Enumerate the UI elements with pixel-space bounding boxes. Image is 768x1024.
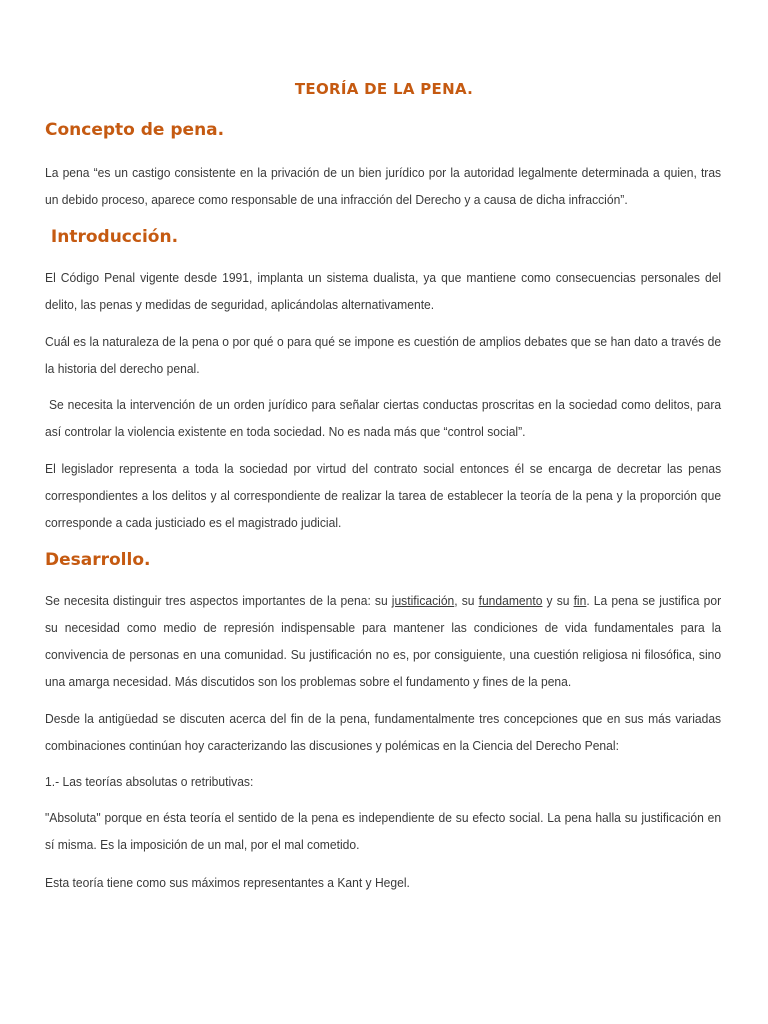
paragraph-intro-1: El Código Penal vigente desde 1991, implanta un sistema dualista, ya que mantiene como consecuencias personales del delito, las penas y medidas de seguridad, aplicándolas alternativamente. bbox=[45, 270, 722, 312]
text-run: , su bbox=[454, 593, 479, 608]
underlined-term-fundamento: fundamento bbox=[478, 593, 543, 608]
paragraph-desarrollo-1 bbox=[45, 587, 721, 695]
underlined-term-fin: fin bbox=[573, 593, 587, 608]
paragraph-concepto: La pena “es un castigo consistente en la privación de un bien jurídico por la autoridad legalmente determinada a quien, tras un debido proceso, aparece como responsable de una infracción del Derecho y a causa de dicha infracción”. bbox=[45, 165, 722, 207]
text-run: . La pena se justifica por su necesidad como medio de represión indispensable para mantener las condiciones de vida fundamentales para la convivencia de personas en una comunidad. Su justificación no es, por consiguiente, una cuestión religiosa ni filosófica, sino una amarga necesidad. Más discutidos son los problemas sobre el fundamento y fines de la pena. bbox=[45, 593, 722, 689]
paragraph-desarrollo-5: Esta teoría tiene como sus máximos representantes a Kant y Hegel. bbox=[45, 875, 410, 890]
heading-concepto: Concepto de pena. bbox=[45, 120, 225, 140]
paragraph-desarrollo-2: Desde la antigüedad se discuten acerca del fin de la pena, fundamentalmente tres concepciones que en sus más variadas combinaciones continúan hoy caracterizando las discusiones y polémicas en la Ciencia del Derecho Penal: bbox=[45, 711, 722, 753]
underlined-term-justificacion: justificación bbox=[391, 593, 455, 608]
document-title: TEORÍA DE LA PENA. bbox=[294, 80, 474, 98]
text-run: y su bbox=[542, 593, 574, 608]
paragraph-intro-2: Cuál es la naturaleza de la pena o por qué o para qué se impone es cuestión de amplios debates que se han dato a través de la historia del derecho penal. bbox=[45, 334, 722, 376]
paragraph-intro-3: Se necesita la intervención de un orden jurídico para señalar ciertas conductas proscritas en la sociedad como delitos, para así controlar la violencia existente en toda sociedad. No es nada más que “control social”. bbox=[45, 397, 725, 439]
heading-desarrollo: Desarrollo. bbox=[45, 550, 151, 570]
paragraph-desarrollo-4: "Absoluta" porque en ésta teoría el sentido de la pena es independiente de su efecto social. La pena halla su justificación en sí misma. Es la imposición de un mal, por el mal cometido. bbox=[45, 810, 722, 852]
paragraph-desarrollo-3: 1.- Las teorías absolutas o retributivas: bbox=[45, 774, 254, 789]
heading-introduccion: Introducción. bbox=[45, 227, 179, 247]
text-run: Se necesita distinguir tres aspectos importantes de la pena: su bbox=[45, 593, 392, 608]
paragraph-intro-4: El legislador representa a toda la sociedad por virtud del contrato social entonces él se encarga de decretar las penas correspondientes a los delitos y al correspondiente de realizar la tarea de establecer la teoría de la pena y la proporción que corresponde a cada justiciado es el magistrado judicial. bbox=[45, 461, 722, 530]
